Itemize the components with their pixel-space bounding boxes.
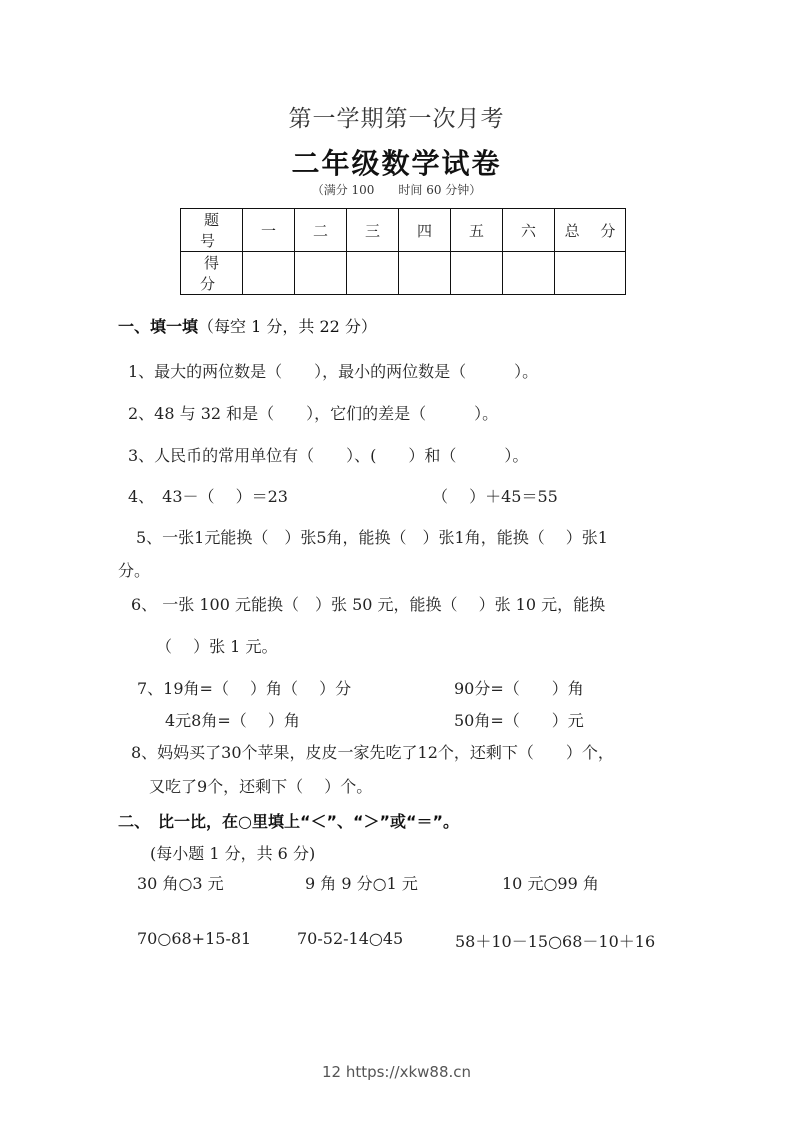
score-cell[interactable] (555, 252, 626, 295)
table-cell: 四 (399, 209, 451, 252)
score-cell[interactable] (243, 252, 295, 295)
table-cell: 总 分 (555, 209, 626, 252)
question-8-cont: 又吃了9个，还剩下（ ）个。 (149, 777, 373, 796)
compare-item: 30 角○3 元 (137, 874, 224, 893)
compare-item: 70○68+15-81 (137, 929, 252, 948)
table-cell: 题 号 (181, 209, 243, 252)
section-2-note: (每小题 1 分，共 6 分) (150, 844, 316, 863)
question-4a: 4、 43－（ ）＝23 (128, 487, 288, 506)
question-7d: 50角=（ ）元 (454, 711, 584, 730)
question-7c: 4元8角=（ ）角 (165, 711, 300, 730)
question-7a: 7、19角=（ ）角（ ）分 (137, 679, 352, 698)
section-1-heading (118, 314, 377, 337)
section-2-title: 二、 比一比，在○里填上“＜”、“＞”或“＝”。 (118, 812, 460, 831)
compare-item: 9 角 9 分○1 元 (305, 874, 418, 893)
question-1: 1、最大的两位数是（ ），最小的两位数是（ ）。 (128, 362, 539, 381)
table-cell: 六 (503, 209, 555, 252)
table-cell: 一 (243, 209, 295, 252)
section-1-note: （每空 1 分，共 22 分） (198, 317, 377, 336)
score-cell[interactable] (451, 252, 503, 295)
table-cell: 得 分 (181, 252, 243, 295)
compare-item: 70-52-14○45 (297, 929, 404, 948)
table-cell: 二 (295, 209, 347, 252)
question-7b: 90分=（ ）角 (454, 679, 584, 698)
score-cell[interactable] (347, 252, 399, 295)
score-cell[interactable] (399, 252, 451, 295)
question-5: 5、一张1元能换（ ）张5角，能换（ ）张1角，能换（ ）张1 (136, 528, 608, 547)
score-cell[interactable] (503, 252, 555, 295)
question-5-cont: 分。 (118, 561, 151, 580)
score-table-header-row (181, 209, 626, 252)
question-4b: （ ）＋45＝55 (432, 487, 558, 506)
exam-title: 二年级数学试卷 (291, 147, 502, 180)
score-cell[interactable] (295, 252, 347, 295)
score-table-score-row (181, 252, 626, 295)
exam-meta: （满分 100 时间 60 分钟） (311, 183, 482, 197)
question-6-cont: （ ）张 1 元。 (156, 637, 278, 656)
section-2-heading (118, 809, 459, 832)
question-3: 3、人民币的常用单位有（ ）、( ）和（ ）。 (128, 446, 529, 465)
question-6: 6、 一张 100 元能换（ ）张 50 元，能换（ ）张 10 元，能换 (131, 595, 606, 614)
exam-subtitle: 第一学期第一次月考 (288, 106, 505, 132)
compare-item: 10 元○99 角 (502, 874, 599, 893)
page-footer: 12 https://xkw88.cn (321, 1063, 472, 1081)
question-8: 8、妈妈买了30个苹果，皮皮一家先吃了12个，还剩下（ ）个， (131, 743, 614, 762)
score-table (180, 208, 626, 295)
table-cell: 三 (347, 209, 399, 252)
question-2: 2、48 与 32 和是（ ），它们的差是（ ）。 (128, 404, 499, 423)
section-1-title: 一、填一填 (118, 317, 199, 336)
compare-item: 58＋10－15○68－10＋16 (455, 932, 656, 951)
table-cell: 五 (451, 209, 503, 252)
